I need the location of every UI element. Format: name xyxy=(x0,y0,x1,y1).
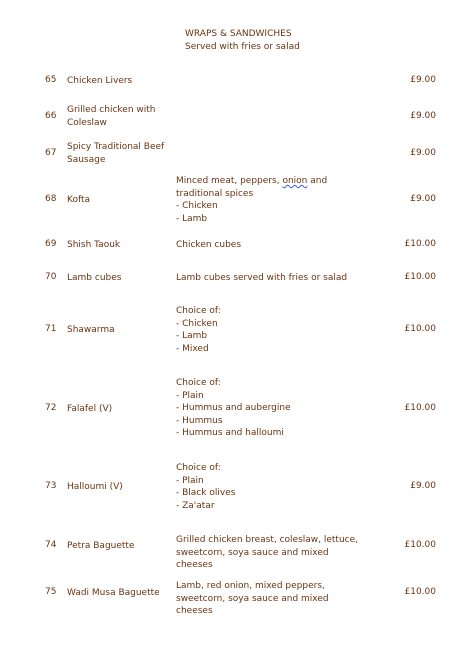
description-line: - Chicken xyxy=(176,201,218,212)
item-name: Halloumi (V) xyxy=(67,482,123,492)
description-line: Grilled chicken breast, coleslaw, lettuce, sweetcorn, soya sauce and mixed cheeses xyxy=(176,535,359,571)
item-number: 67 xyxy=(45,148,57,158)
item-price: £10.00 xyxy=(404,540,436,550)
item-description xyxy=(176,305,376,355)
item-price: £9.00 xyxy=(410,481,436,491)
item-description xyxy=(176,377,376,440)
description-line: Choice of: xyxy=(176,463,221,473)
item-number: 70 xyxy=(45,272,57,282)
item-description xyxy=(176,239,376,252)
description-line: Lamb, red onion, mixed peppers, sweetcorn, soya sauce and mixed cheeses xyxy=(176,581,329,617)
description-line: - Plain xyxy=(176,390,204,401)
item-price: £9.00 xyxy=(410,194,436,204)
item-name: Wadi Musa Baguette xyxy=(67,588,160,598)
description-line: - Za'atar xyxy=(176,500,215,511)
item-name: Shawarma xyxy=(67,325,115,335)
item-name: Shish Taouk xyxy=(67,240,121,250)
description-line: - Lamb xyxy=(176,213,208,224)
item-price: £9.00 xyxy=(410,111,436,121)
item-number: 74 xyxy=(45,540,57,550)
item-price: £9.00 xyxy=(410,75,436,85)
item-description xyxy=(176,462,376,512)
description-line: Minced meat, peppers, onion and traditional spices xyxy=(176,176,328,199)
item-description xyxy=(176,534,366,572)
description-line: Chicken cubes xyxy=(176,240,242,250)
item-number: 72 xyxy=(45,403,57,413)
description-line: Choice of: xyxy=(176,306,221,316)
item-number: 66 xyxy=(45,111,57,121)
description-line: - Hummus and halloumi xyxy=(176,428,284,439)
item-name: Chicken Livers xyxy=(67,76,133,86)
description-line: Choice of: xyxy=(176,378,221,388)
item-name: Kofta xyxy=(67,195,91,205)
item-description xyxy=(176,272,391,285)
item-number: 65 xyxy=(45,75,57,85)
item-number: 75 xyxy=(45,587,57,597)
item-number: 73 xyxy=(45,481,57,491)
description-line: - Lamb xyxy=(176,331,208,342)
item-description xyxy=(176,175,376,225)
item-price: £10.00 xyxy=(404,403,436,413)
description-line: - Hummus xyxy=(176,415,223,426)
spellcheck-underline: onion xyxy=(282,176,308,186)
description-line: Lamb cubes served with fries or salad xyxy=(176,273,348,283)
item-number: 69 xyxy=(45,239,57,249)
item-price: £10.00 xyxy=(404,272,436,282)
description-line: - Hummus and aubergine xyxy=(176,403,291,414)
item-price: £10.00 xyxy=(404,587,436,597)
section-title: WRAPS & SANDWICHES xyxy=(185,29,292,39)
section-subtitle: Served with fries or salad xyxy=(185,42,300,52)
item-number: 71 xyxy=(45,324,57,334)
item-name: Petra Baguette xyxy=(67,541,135,551)
item-number: 68 xyxy=(45,194,57,204)
item-name: Falafel (V) xyxy=(67,404,113,414)
item-price: £10.00 xyxy=(404,239,436,249)
description-line: - Chicken xyxy=(176,318,218,329)
section-header xyxy=(185,28,300,54)
item-name: Grilled chicken with Coleslaw xyxy=(67,105,156,128)
description-line: - Plain xyxy=(176,475,204,486)
description-line: - Mixed xyxy=(176,343,209,354)
item-price: £9.00 xyxy=(410,148,436,158)
description-line: - Black olives xyxy=(176,488,236,499)
item-name: Spicy Traditional Beef Sausage xyxy=(67,142,165,165)
item-description xyxy=(176,580,368,618)
item-price: £10.00 xyxy=(404,324,436,334)
item-name: Lamb cubes xyxy=(67,273,122,283)
